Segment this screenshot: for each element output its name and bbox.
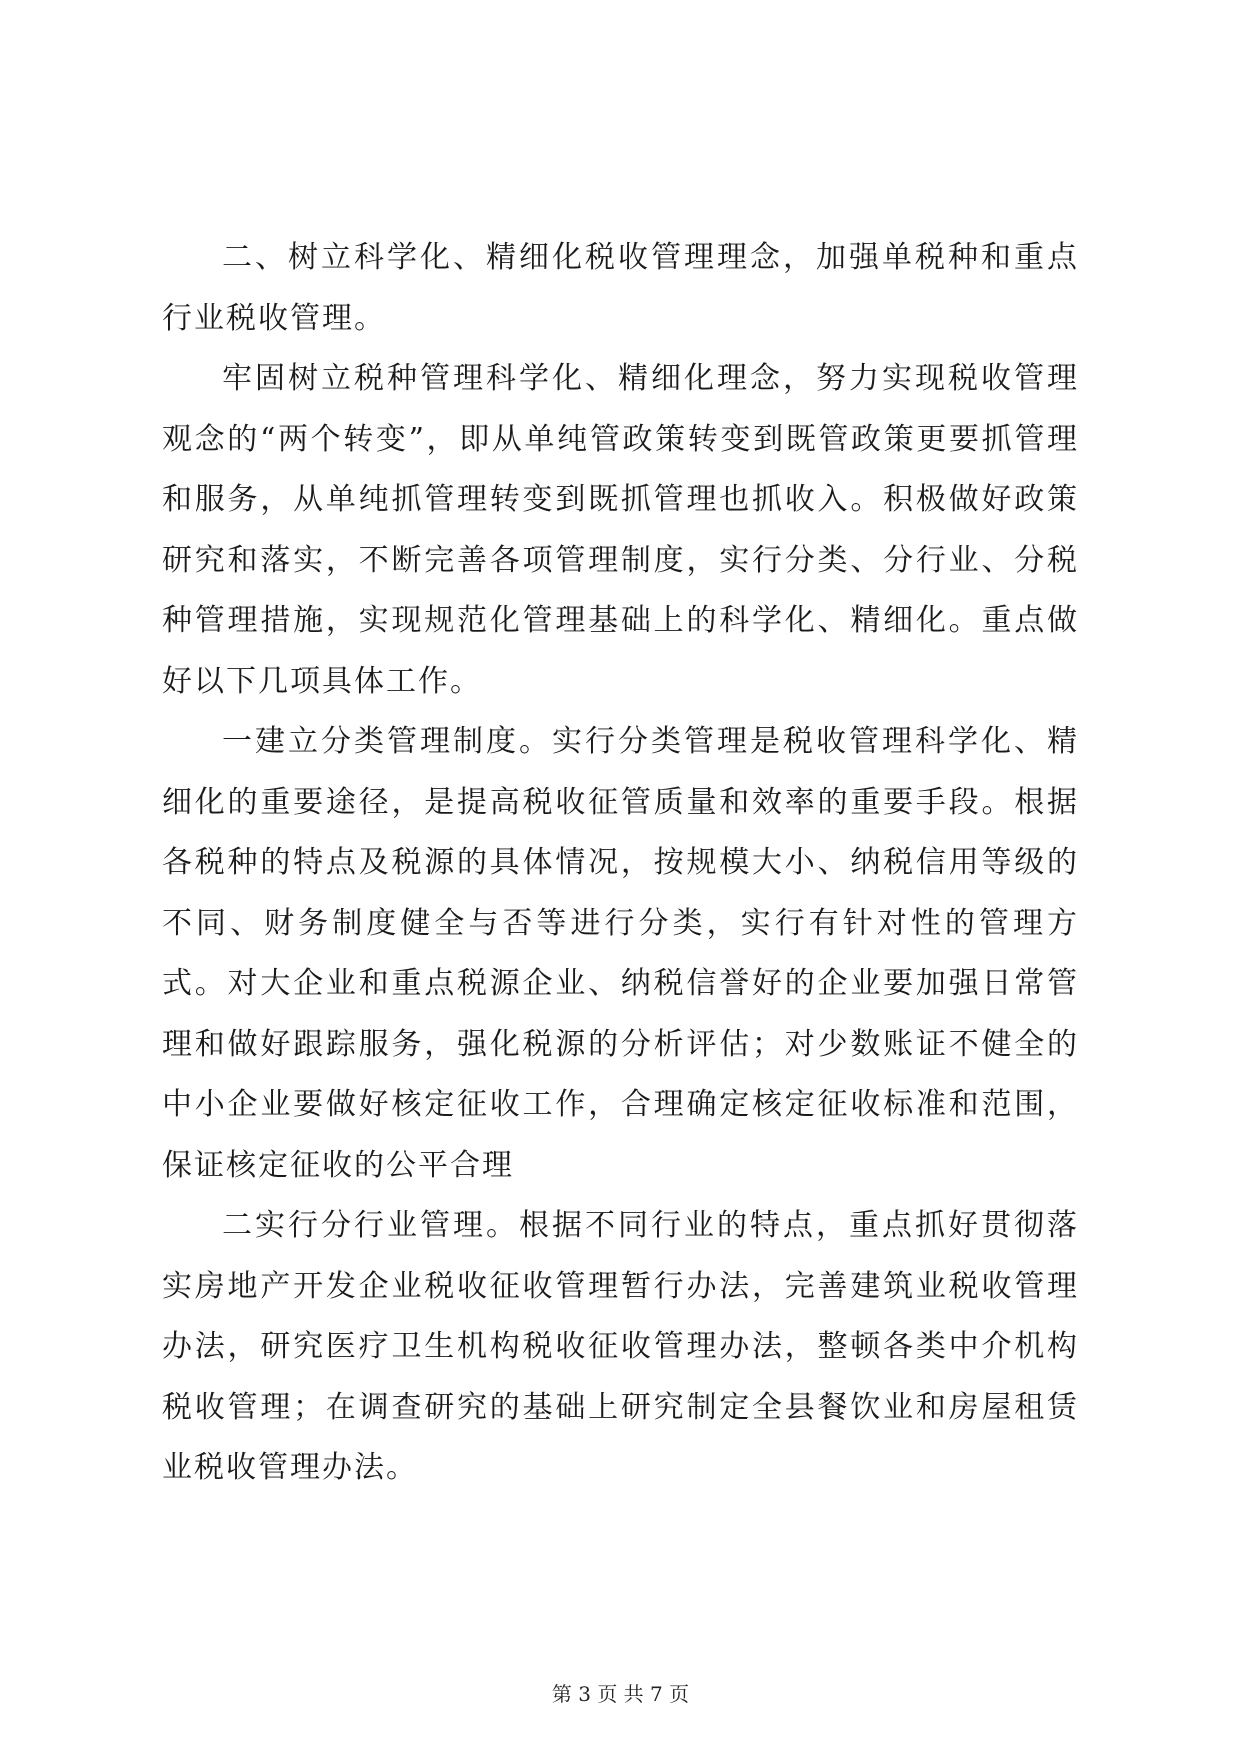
paragraph-classified-management: 一建立分类管理制度。实行分类管理是税收管理科学化、精细化的重要途径，是提高税收征管质量和效率的重要手段。根据各税种的特点及税源的具体情况，按规模大小、纳税信用等级的不同、财务制度健全与否等进行分类，实行有针对性的管理方式。对大企业和重点税源企业、纳税信誉好的企业要加强日常管理和做好跟踪服务，强化税源的分析评估；对少数账证不健全的中小企业要做好核定征收工作，合理确定核定征收标准和范围，保证核定征收的公平合理 (162, 724, 1079, 1183)
document-body (162, 228, 1079, 1499)
paragraph-industry-management: 二实行分行业管理。根据不同行业的特点，重点抓好贯彻落实房地产开发企业税收征收管理暂行办法，完善建筑业税收管理办法，研究医疗卫生机构税收征收管理办法，整顿各类中介机构税收管理；在调查研究的基础上研究制定全县餐饮业和房屋租赁业税收管理办法。 (162, 1208, 1079, 1485)
paragraph-intro: 牢固树立税种管理科学化、精细化理念，努力实现税收管理观念的“两个转变”，即从单纯管政策转变到既管政策更要抓管理和服务，从单纯抓管理转变到既抓管理也抓收入。积极做好政策研究和落实，不断完善各项管理制度，实行分类、分行业、分税种管理措施，实现规范化管理基础上的科学化、精细化。重点做好以下几项具体工作。 (162, 361, 1079, 699)
paragraph-section-heading: 二、树立科学化、精细化税收管理理念，加强单税种和重点行业税收管理。 (162, 240, 1079, 336)
page-number-footer: 第 3 页 共 7 页 (551, 1682, 690, 1706)
